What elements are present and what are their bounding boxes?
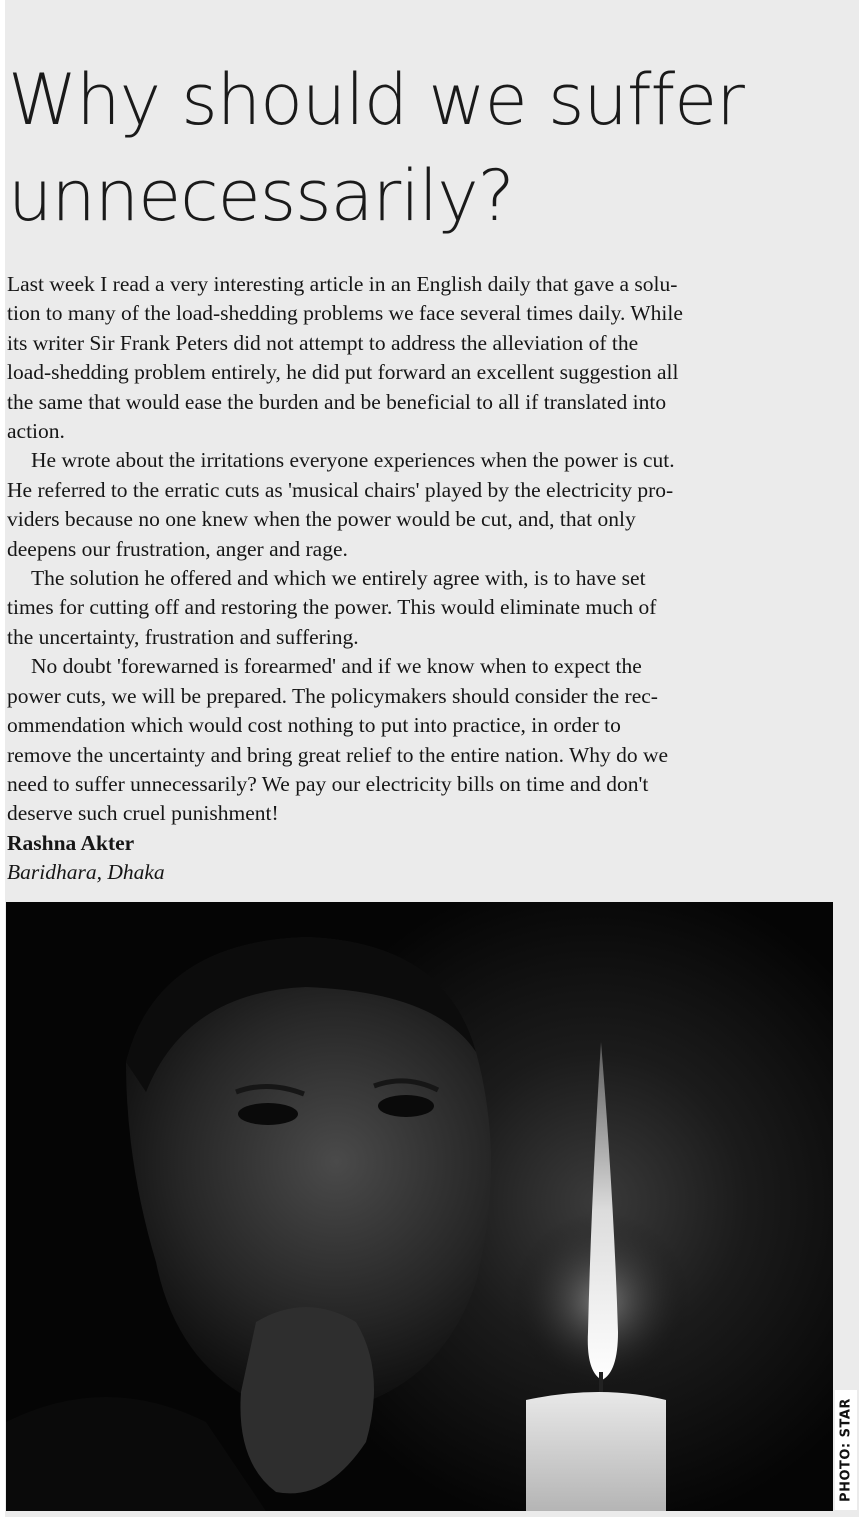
body-line: power cuts, we will be prepared. The policymakers should consider the rec- — [7, 683, 658, 708]
body-line: the uncertainty, frustration and suffering. — [7, 624, 359, 649]
body-line: tion to many of the load-shedding problems we face several times daily. While — [7, 301, 683, 326]
left-eye — [238, 1103, 298, 1125]
body-line: need to suffer unnecessarily? We pay our electricity bills on time and don't — [7, 771, 649, 796]
candlelight-photo — [6, 902, 833, 1511]
candle-wick — [599, 1372, 603, 1394]
body-line: deserve such cruel punishment! — [7, 801, 279, 826]
author-location: Baridhara, Dhaka — [7, 860, 165, 885]
body-line: its writer Sir Frank Peters did not attempt to address the alleviation of the — [7, 330, 639, 355]
body-line: load-shedding problem entirely, he did put forward an excellent suggestion all — [7, 360, 679, 385]
headline — [8, 52, 848, 244]
body-line: No doubt 'forewarned is forearmed' and if we know when to expect the — [31, 654, 642, 679]
article-body — [7, 270, 837, 888]
headline-line-2: unnecessarily? — [8, 155, 514, 237]
body-line: deepens our frustration, anger and rage. — [7, 536, 348, 561]
body-line: action. — [7, 419, 65, 444]
body-line: He wrote about the irritations everyone experiences when the power is cut. — [31, 448, 675, 473]
byline — [7, 829, 837, 888]
body-line: He referred to the erratic cuts as 'musical chairs' played by the electricity pro- — [7, 477, 674, 502]
body-line: the same that would ease the burden and be beneficial to all if translated into — [7, 389, 667, 414]
body-line: The solution he offered and which we entirely agree with, is to have set — [31, 566, 646, 591]
photo-credit: PHOTO: STAR — [838, 1398, 854, 1502]
candle-body — [526, 1392, 666, 1511]
page-edge — [0, 0, 5, 1517]
paragraph-4 — [7, 652, 837, 828]
body-line: times for cutting off and restoring the power. This would eliminate much of — [7, 595, 657, 620]
body-line: Last week I read a very interesting article in an English daily that gave a solu- — [7, 272, 678, 296]
right-eye — [378, 1095, 434, 1117]
paragraph-3 — [7, 564, 837, 652]
photo-illustration — [6, 902, 833, 1511]
body-line: ommendation which would cost nothing to put into practice, in order to — [7, 713, 621, 738]
headline-line-1: Why should we suffer — [8, 59, 744, 141]
body-line: remove the uncertainty and bring great relief to the entire nation. Why do we — [7, 742, 669, 767]
body-line: viders because no one knew when the power would be cut, and, that only — [7, 507, 636, 532]
paragraph-2 — [7, 446, 837, 564]
paragraph-1 — [7, 270, 837, 446]
author-name: Rashna Akter — [7, 830, 135, 855]
